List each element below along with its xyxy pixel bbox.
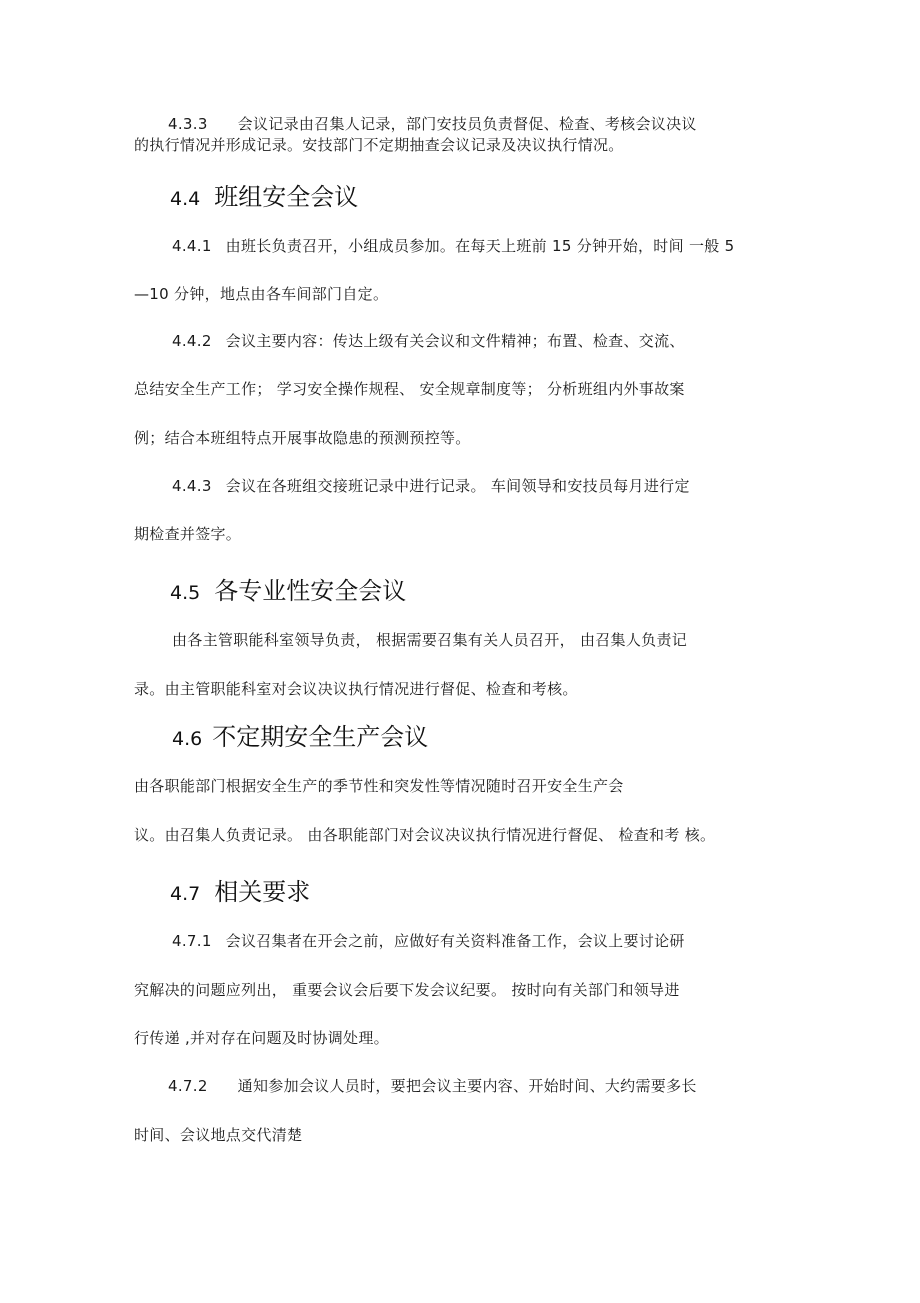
clause-4-4-3-line-2: 期检查并签字。 <box>134 525 242 543</box>
heading-number: 4.5 <box>170 582 201 604</box>
heading-number: 4.6 <box>172 728 203 750</box>
clause-4-4-3-line-1 <box>172 476 690 496</box>
heading-title: 各专业性安全会议 <box>214 577 407 605</box>
section-4-6-line-1: 由各职能部门根据安全生产的季节性和突发性等情况随时召开安全生产会 <box>134 777 624 795</box>
section-4-5-line-1: 由各主管职能科室领导负责， 根据需要召集有关人员召开， 由召集人负责记 <box>172 631 688 649</box>
section-heading-4-7 <box>170 877 310 909</box>
clause-4-7-2-line-1 <box>168 1076 697 1096</box>
clause-number: 4.4.1 <box>172 237 212 255</box>
clause-4-4-2-line-3: 例；结合本班组特点开展事故隐患的预测预控等。 <box>134 429 471 447</box>
clause-4-3-3-line-2: 的执行情况并形成记录。安技部门不定期抽查会议记录及决议执行情况。 <box>134 136 624 154</box>
clause-4-4-2-line-2: 总结安全生产工作； 学习安全操作规程、 安全规章制度等； 分析班组内外事故案 <box>134 380 685 398</box>
heading-title: 班组安全会议 <box>214 183 359 211</box>
clause-4-3-3-line-1 <box>168 114 697 134</box>
clause-4-4-2-line-1 <box>172 331 685 351</box>
clause-4-7-1-line-3: 行传递 ,并对存在问题及时协调处理。 <box>134 1029 389 1047</box>
clause-text: 通知参加会议人员时，要把会议主要内容、开始时间、大约需要多长 <box>237 1077 697 1095</box>
clause-number: 4.7.2 <box>168 1077 208 1095</box>
clause-number: 4.4.2 <box>172 332 212 350</box>
section-heading-4-6 <box>172 722 428 754</box>
section-4-5-line-2: 录。由主管职能科室对会议决议执行情况进行督促、检查和考核。 <box>134 680 578 698</box>
clause-number: 4.3.3 <box>168 115 208 133</box>
heading-number: 4.4 <box>170 188 201 210</box>
heading-title: 相关要求 <box>214 878 311 906</box>
clause-text: 会议记录由召集人记录，部门安技员负责督促、检查、考核会议决议 <box>237 115 697 133</box>
clause-4-7-2-line-2: 时间、会议地点交代清楚 <box>134 1126 303 1144</box>
clause-number: 4.7.1 <box>172 932 212 950</box>
clause-text: 会议主要内容：传达上级有关会议和文件精神；布置、检查、交流、 <box>225 332 685 350</box>
clause-4-7-1-line-2: 究解决的问题应列出， 重要会议会后要下发会议纪要。 按时向有关部门和领导进 <box>134 981 680 999</box>
clause-text: 会议在各班组交接班记录中进行记录。 车间领导和安技员每月进行定 <box>225 477 690 495</box>
clause-text: 会议召集者在开会之前，应做好有关资料准备工作，会议上要讨论研 <box>225 932 685 950</box>
section-4-6-line-2: 议。由召集人负责记录。 由各职能部门对会议决议执行情况进行督促、 检查和考 核。 <box>134 826 716 844</box>
clause-4-4-1-line-1 <box>172 236 734 256</box>
clause-number: 4.4.3 <box>172 477 212 495</box>
clause-4-4-1-line-2: —10 分钟，地点由各车间部门自定。 <box>134 285 389 303</box>
clause-text: 由班长负责召开，小组成员参加。在每天上班前 15 分钟开始，时间 一般 5 <box>225 237 735 255</box>
heading-number: 4.7 <box>170 883 201 905</box>
heading-title: 不定期安全生产会议 <box>212 723 429 751</box>
section-heading-4-5 <box>170 576 406 608</box>
clause-4-7-1-line-1 <box>172 931 685 951</box>
section-heading-4-4 <box>170 182 358 214</box>
